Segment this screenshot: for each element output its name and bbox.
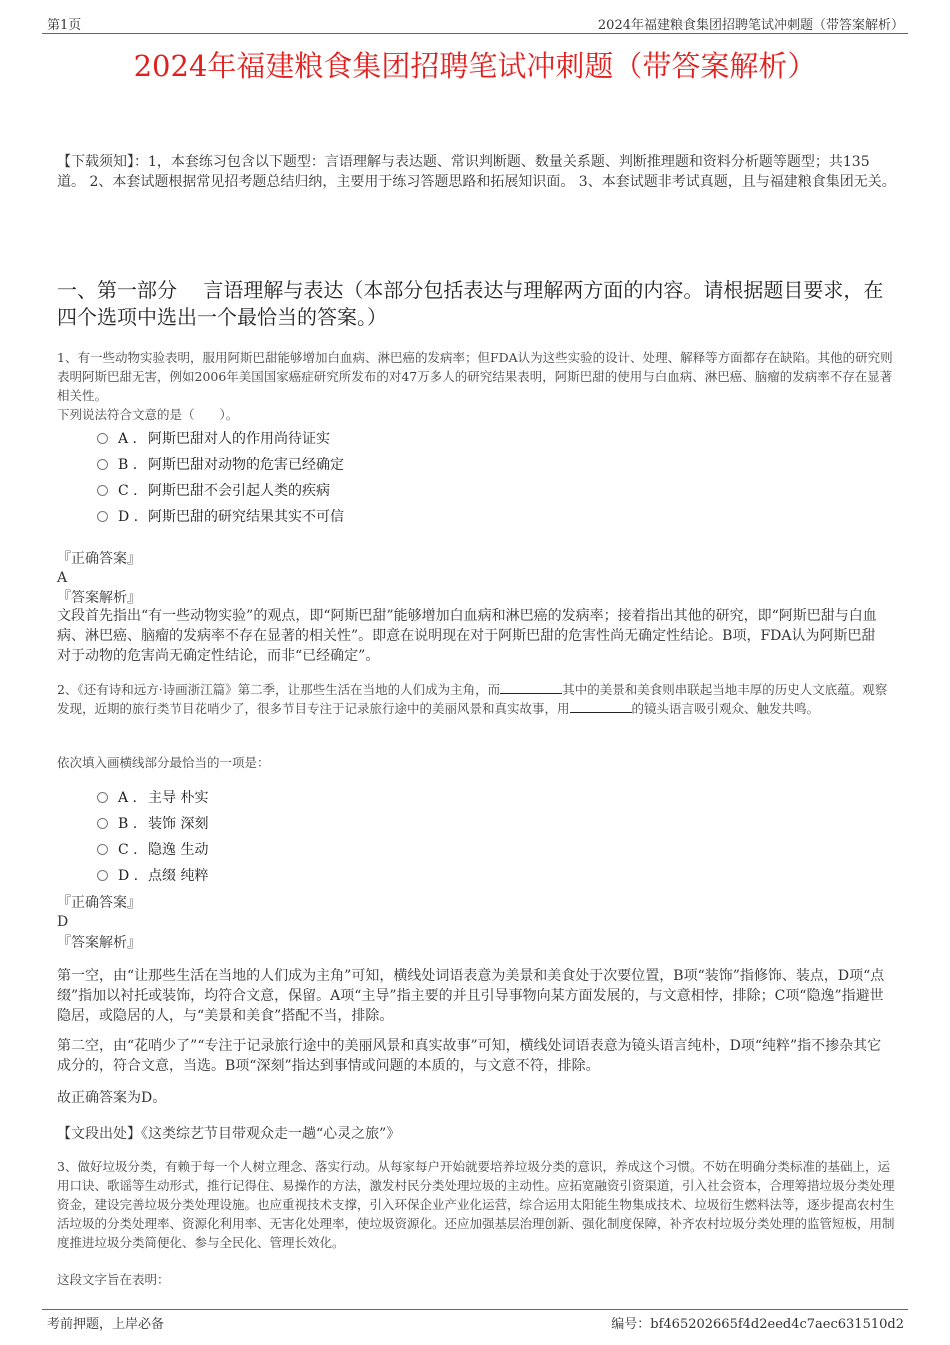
question-3-stem: 3、做好垃圾分类，有赖于每一个人树立理念、落实行动。从每家每户开始就要培养垃圾分类的意识，养成这个习惯。不妨在明确分类标准的基础上，运用口诀、歌谣等生动形式，推行记得住、易操作的方法，激发村民分类处理垃圾的主动性。应拓宽融资引资渠道，引入社会资本，合理筹措垃圾分类处理资金，建设完善垃圾分类处理设施。也应重视技术支撑，引入环保企业产业化运营，综合运用太阳能生物集成技术、垃圾衍生燃料法等，逐步提高农村生活垃圾的分类处理率、资源化利用率、无害化处理率，使垃圾资源化。还应加强基层治理创新、强化制度保障，补齐农村垃圾分类处理的监管短板，用制度推进垃圾分类简便化、参与全民化、管理长效化。 xyxy=(57,1159,895,1250)
q2-analysis-first-blank: 第一空，由“让那些生活在当地的人们成为主角”可知，横线处词语表意为美景和美食处于次要位置，B项“装饰”指修饰、装点，D项“点缀”指加以衬托或装饰，均符合文意，保留。A项“主导”指主要的并且引导事物向某方面发展的，与文意相悖，排除；C项“隐逸”指避世隐居，或隐居的人，与“美景和美食”搭配不当，排除。 xyxy=(57,968,885,1024)
radio-icon[interactable] xyxy=(97,870,108,881)
q1-analysis-label: 『答案解析』 xyxy=(57,590,141,606)
question-3-ask: 这段文字旨在表明： xyxy=(57,1272,170,1287)
q2-option-c[interactable]: C . 隐逸 生动 xyxy=(97,839,208,861)
q1-option-a[interactable]: A . 阿斯巴甜对人的作用尚待证实 xyxy=(97,428,330,450)
q2-option-b[interactable]: B . 装饰 深刻 xyxy=(97,813,208,835)
q2-analysis-label: 『答案解析』 xyxy=(57,935,141,951)
radio-icon[interactable] xyxy=(97,844,108,855)
fill-blank-1 xyxy=(500,681,562,694)
q1-option-d[interactable]: D . 阿斯巴甜的研究结果其实不可信 xyxy=(97,506,344,528)
q1-analysis: 文段首先指出“有一些动物实验”的观点，即“阿斯巴甜”能够增加白血病和淋巴癌的发病率；接着指出其他的研究，即“阿斯巴甜与白血病、淋巴癌、脑瘤的发病率不存在显著的相关性”。即意在说明现在对于阿斯巴甜的危害性尚无确定性结论。B项，FDA认为阿斯巴甜对于动物的危害尚无确定性结论，而非“已经确定”。 xyxy=(57,608,877,664)
fill-blank-2 xyxy=(570,700,632,713)
header-divider xyxy=(42,33,908,34)
q2-option-a[interactable]: A . 主导 朴实 xyxy=(97,787,208,809)
q2-analysis-second-blank: 第二空，由“花哨少了”“专注于记录旅行途中的美丽风景和真实故事”可知，横线处词语表意为镜头语言纯朴，D项“纯粹”指不掺杂其它成分的，符合文意，当选。B项“深刻”指达到事情或问题的本质的，与文意不符，排除。 xyxy=(57,1038,882,1074)
section-heading: 一、第一部分 言语理解与表达（本部分包括表达与理解两方面的内容。请根据题目要求，在四个选项中选出一个最恰当的答案。） xyxy=(57,278,884,329)
q2-answer: D xyxy=(57,914,69,930)
running-header-title: 2024年福建粮食集团招聘笔试冲刺题（带答案解析） xyxy=(597,18,904,33)
q2-conclusion: 故正确答案为D。 xyxy=(57,1090,167,1106)
question-2-stem: 2、《还有诗和远方·诗画浙江篇》第二季，让那些生活在当地的人们成为主角，而 其中的美景和美食则串联起当地丰厚的历史人文底蕴。观察发现，近期的旅行类节目花哨少了，很多节目专注于记录旅行途中的美丽风景和真实故事，用 的镜头语言吸引观众、触发共鸣。 xyxy=(57,682,888,716)
q1-answer: A xyxy=(57,570,68,586)
footer-divider xyxy=(42,1309,908,1310)
radio-icon[interactable] xyxy=(97,459,108,470)
radio-icon[interactable] xyxy=(97,433,108,444)
q1-answer-label: 『正确答案』 xyxy=(57,551,141,567)
page-title: 2024年福建粮食集团招聘笔试冲刺题（带答案解析） xyxy=(133,49,817,83)
footer-slogan: 考前押题，上岸必备 xyxy=(47,1317,165,1332)
radio-icon[interactable] xyxy=(97,818,108,829)
q2-option-d[interactable]: D . 点缀 纯粹 xyxy=(97,865,208,887)
q2-source: 【文段出处】《这类综艺节目带观众走一趟“心灵之旅”》 xyxy=(57,1126,401,1142)
q1-option-c[interactable]: C . 阿斯巴甜不会引起人类的疾病 xyxy=(97,480,330,502)
q1-option-b[interactable]: B . 阿斯巴甜对动物的危害已经确定 xyxy=(97,454,344,476)
question-1-ask: 下列说法符合文意的是（ ）。 xyxy=(57,407,239,422)
document-id: 编号：bf465202665f4d2eed4c7aec631510d2 xyxy=(611,1317,904,1332)
radio-icon[interactable] xyxy=(97,511,108,522)
radio-icon[interactable] xyxy=(97,792,108,803)
q2-answer-label: 『正确答案』 xyxy=(57,895,141,911)
page-number: 第1页 xyxy=(47,18,82,33)
download-notice: 【下载须知】：1，本套练习包含以下题型：言语理解与表达题、常识判断题、数量关系题、判断推理题和资料分析题等题型；共135道。 2、本套试题根据常见招考题总结归纳，主要用于练习答题思路和拓展知识面。 3、本套试题非考试真题，且与福建粮食集团无关。 xyxy=(57,154,896,190)
radio-icon[interactable] xyxy=(97,485,108,496)
question-1-stem: 1、有一些动物实验表明，服用阿斯巴甜能够增加白血病、淋巴癌的发病率；但FDA认为这些实验的设计、处理、解释等方面都存在缺陷。其他的研究则表明阿斯巴甜无害，例如2006年美国国家癌症研究所发布的对47万多人的研究结果表明，阿斯巴甜的使用与白血病、淋巴癌、脑瘤的发病率不存在显著相关性。 xyxy=(57,350,893,403)
question-2-ask: 依次填入画横线部分最恰当的一项是： xyxy=(57,755,270,770)
